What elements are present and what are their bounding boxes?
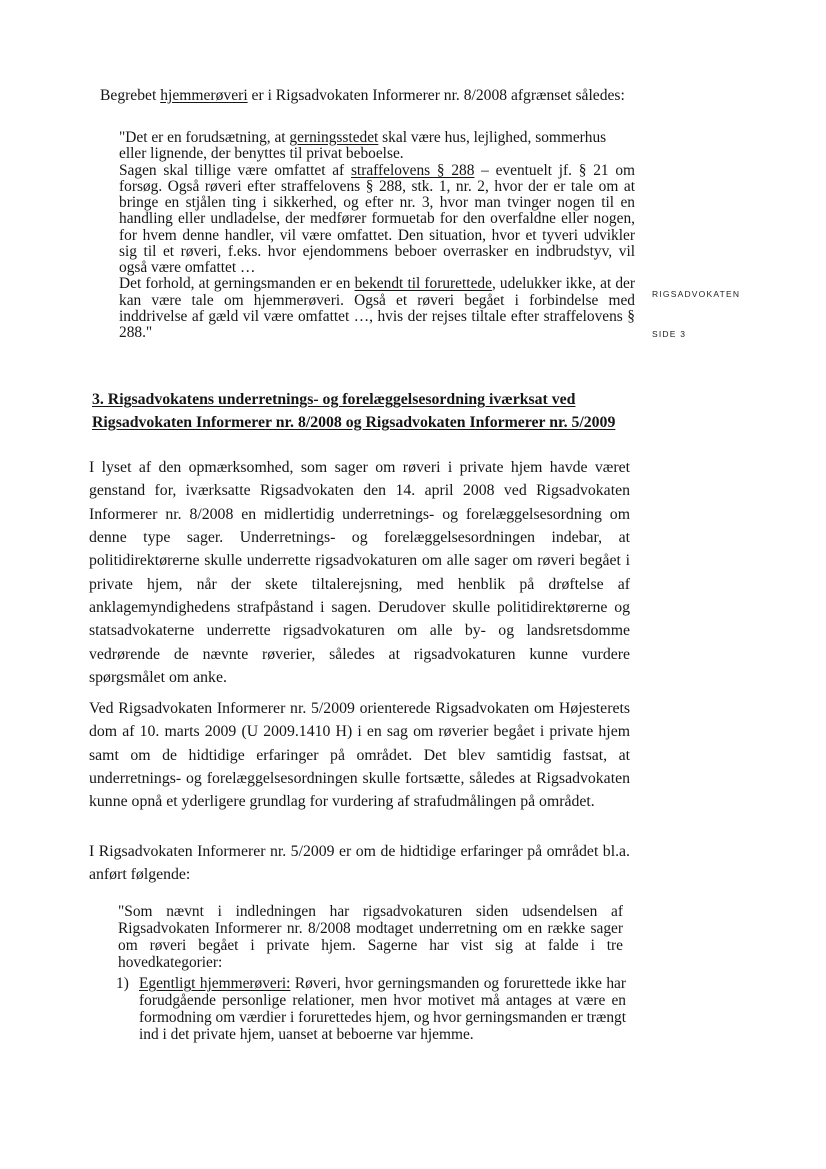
quote-sentence-1: "Det er en forudsætning, at gerningsstedet skal være hus, lejlighed, sommerhus eller lignende, der benyttes til privat beboelse. bbox=[119, 129, 607, 163]
list-item-number: 1) bbox=[116, 975, 129, 992]
quote-categories: "Som nævnt i indledningen har rigsadvokaturen siden udsendelsen af Rigsadvokaten Informerer nr. 8/2008 modtaget underretning om en række sager om røveri begået i private hjem. Sagerne har vist sig at falde i tre hovedkategorier: bbox=[118, 903, 623, 971]
intro-line: Begrebet hjemmerøveri er i Rigsadvokaten Informerer nr. 8/2008 afgrænset således: bbox=[100, 87, 625, 104]
paragraph-2: Ved Rigsadvokaten Informerer nr. 5/2009 orienterede Rigsadvokaten om Højesterets dom af 10. marts 2009 (U 2009.1410 H) i en sag om røverier begået i private hjem samt om de hidtidige erfaringer på området. Det blev samtidig fastsat, at underretnings- og forelæggelsesordningen skulle fortsætte, således at Rigsadvokaten kunne opnå et yderligere grundlag for vurdering af strafudmålingen på området. bbox=[89, 700, 630, 811]
quote-sentence-2: Sagen skal tillige være omfattet af straffelovens § 288 – eventuelt jf. § 21 om forsøg. Også røveri efter straffelovens § 288, stk. 1, nr. 2, hvor der er tale om at bringe en stjålen ting i sikkerhed, og efter nr. 3, hvor man tvinger nogen til en handling eller undladelse, der medfører formuetab for den overfaldne eller nogen, for hvem denne handler, vil være omfattet. Den situation, hvor et tyveri udvikler sig til et røveri, f.eks. hvor ejendommens beboer overrasker en indbrudstyv, vil også være omfattet … bbox=[119, 161, 635, 276]
sidebar-org: RIGSADVOKATEN bbox=[652, 289, 741, 299]
section-heading: 3. Rigsadvokatens underretnings- og forelæggelsesordning iværksat ved Rigsadvokaten Informerer nr. 8/2008 og Rigsadvokaten Informerer nr. 5/2009 bbox=[92, 391, 616, 431]
paragraph-3: I Rigsadvokaten Informerer nr. 5/2009 er om de hidtidige erfaringer på området bl.a. anført følgende: bbox=[89, 843, 630, 884]
list-item-text: Egentligt hjemmerøveri: Røveri, hvor gerningsmanden og forurettede ikke har forudgående personlige relationer, men hvor motivet må antages at være en formodning om værdier i forurettedes hjem, og hvor gerningsmanden er trængt ind i det private hjem, uanset at beboerne var hjemme. bbox=[139, 975, 626, 1043]
list-item bbox=[116, 975, 626, 1043]
term-hjemmeroeveri: hjemmerøveri bbox=[160, 87, 248, 104]
quote-definition bbox=[119, 130, 635, 341]
quote-sentence-3: Det forhold, at gerningsmanden er en bekendt til forurettede, udelukker ikke, at der kan være tale om hjemmerøveri. Også et røveri begået i forbindelse med inddrivelse af gæld vil være omfattet …, hvis der rejses tiltale efter straffelovens § 288." bbox=[119, 275, 636, 341]
paragraph-1: I lyset af den opmærksomhed, som sager om røveri i private hjem havde været genstand for, iværksatte Rigsadvokaten den 14. april 2008 ved Rigsadvokaten Informerer nr. 8/2008 en midlertidig underretnings- og forelæggelsesordning om denne type sager. Underretnings- og forelæggelsesordningen indebar, at politidirektørerne skulle underrette rigsadvokaturen om alle sager om røveri begået i private hjem, når der skete tiltalerejsning, med henblik på drøftelse af anklagemyndighedens strafpåstand i sagen. Derudover skulle politidirektørerne og statsadvokaterne underrette rigsadvokaturen om alle by- og landsretsdomme vedrørende de nævnte røverier, således at rigsadvokaturen kunne vurdere spørgsmålet om anke. bbox=[89, 459, 630, 687]
sidebar-page-number: SIDE 3 bbox=[652, 329, 687, 339]
